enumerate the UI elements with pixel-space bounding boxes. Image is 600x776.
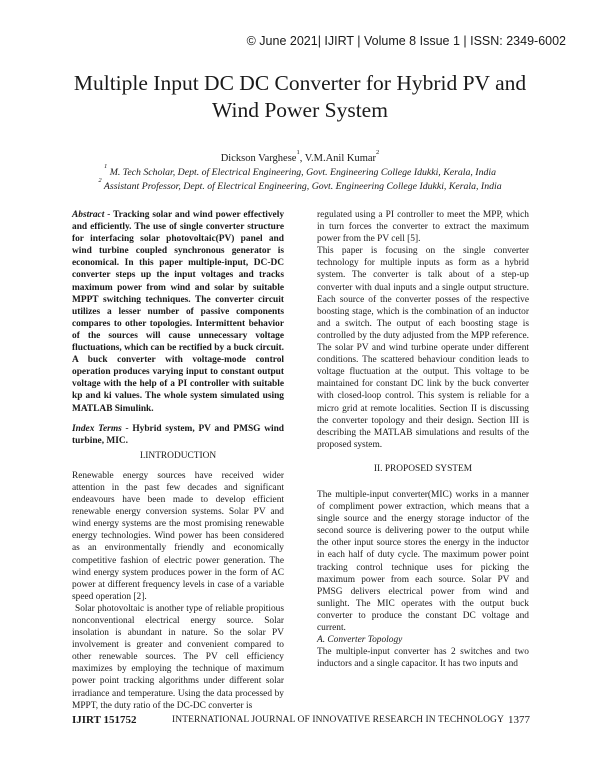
affiliation-2 [30,177,570,194]
footer-journal-name: INTERNATIONAL JOURNAL OF INNOVATIVE RESEARCH IN TECHNOLOGY [172,715,504,725]
footer-paper-id: IJIRT 151752 [72,714,137,726]
left-column [72,209,284,712]
author-names [30,149,570,166]
affiliation-1-sup: 1 [104,163,108,170]
author-2: V.M.Anil Kumar [304,153,377,164]
affiliation-2-sup: 2 [98,177,102,184]
author-block [30,149,570,194]
proposed-paragraph-1: The multiple-input converter(MIC) works in a manner of compliment power extraction, which means that a single source and the energy storage inductor of the second source is delivering power to the output while the other input source stores the energy in the inductor in each half of duty cycle. The maximum power point tracking control technique uses for picking the maximum power from each source. Solar PV and PMSG delivers electrical power from wind and sunlight. The MIC operates with the output buck converter to produce the constant DC voltage and current. [317,489,529,633]
abstract-text: Tracking solar and wind power effectively and efficiently. The use of single converter structure for interfacing solar photovoltaic(PV) panel and wind turbine coupled synchronous generator is economical. In this paper multiple-input, DC-DC converter steps up the input voltages and tracks maximum power from wind and solar by suitable MPPT switching techniques. The converter circuit utilizes a lesser number of passive components compares to other topologies. Intermittent behavior of the sources will cause unnecessary voltage fluctuations, which can be rectified by a buck circuit. A buck converter with voltage-mode control operation produces varying input to constant output voltage with the help of a PI controller with suitable kp and ki values. The whole system simulated using MATLAB Simulink. [72,210,285,414]
intro-paragraph-4: This paper is focusing on the single converter technology for multiple inputs as form as a hybrid system. The converter is talk about of a step-up converter with dual inputs and a single output structure. Each source of the converter posses of the respective boosting stage, which is the combination of an inductor and a switch. The output of each boosting stage is controlled by the duty adjusted from the MPP reference. The solar PV and wind turbine operate under different conditions. The scattered behaviour condition leads to voltage fluctuation at the output. This voltage to be maintained for constant DC link by the buck converter with closed-loop control. This system is reliable for a micro grid at remote localities. Section II is discussing the converter topology and their design. Section III is describing the MATLAB simulations and results of the proposed system. [317,246,529,450]
index-terms-text: Hybrid system, PV and PMSG wind turbine, MIC. [72,423,284,446]
section-heading-introduction: I.INTRODUCTION [139,450,217,461]
abstract [72,209,284,415]
intro-paragraph-1: Renewable energy sources have received wider attention in the past few decades and significant endeavours have been made to develop efficient renewable energy conversion systems. Solar PV and wind energy systems are the most promising renewable energy technologies. Wind power has been considered as an environmentally friendly and economically competitive fashion of electric power generation. The wind energy system produces power in the form of AC power at different frequency levels in case of a variable speed operation [2]. [72,470,284,602]
index-terms [72,423,284,447]
section-heading-proposed-system: II. PROPOSED SYSTEM [373,463,473,474]
topology-paragraph-1: The multiple-input converter has 2 switches and two inductors and a single capacitor. It has two inputs and [317,647,529,670]
footer-page-number: 1377 [508,714,530,726]
paper-title-line-2: Wind Power System [212,98,388,122]
intro-paragraph-2: Solar photovoltaic is another type of reliable propitious nonconventional electrical energy source. Solar insolation is abundant in nature. So the solar PV involvement is greater and convenient compared to other renewable sources. The PV cell efficiency maximizes by employing the technique of maximum power point tracking algorithms under different solar irradiance and temperature. Using the data processed by MPPT, the duty ratio of the DC-DC converter is [72,603,284,711]
paper-title-line-1: Multiple Input DC DC Converter for Hybrid PV and [73,71,527,95]
journal-citation-header: © June 2021| IJIRT | Volume 8 Issue 1 | ISSN: 2349-6002 [246,34,566,48]
abstract-label: Abstract - [72,210,111,220]
author-1-sup: 1 [296,149,300,156]
author-1: Dickson Varghese [220,153,297,164]
affiliation-1-text: M. Tech Scholar, Dept. of Electrical Engineering, Govt. Engineering College Idukki, Kerala, India [107,167,496,178]
author-2-sup: 2 [376,149,380,156]
index-terms-label: Index Terms - [72,423,129,434]
author-separator: , [299,153,305,164]
intro-paragraph-3: regulated using a PI controller to meet the MPP, which in turn forces the converter to extract the maximum power from the PV cell [5]. [317,210,529,245]
affiliation-1 [30,163,570,180]
paper-title [40,70,560,124]
right-column [317,209,529,670]
subsection-heading-converter-topology: A. Converter Topology [317,635,403,646]
affiliation-2-text: Assistant Professor, Dept. of Electrical Engineering, Govt. Engineering College Idukki, Kerala, India [101,181,502,192]
